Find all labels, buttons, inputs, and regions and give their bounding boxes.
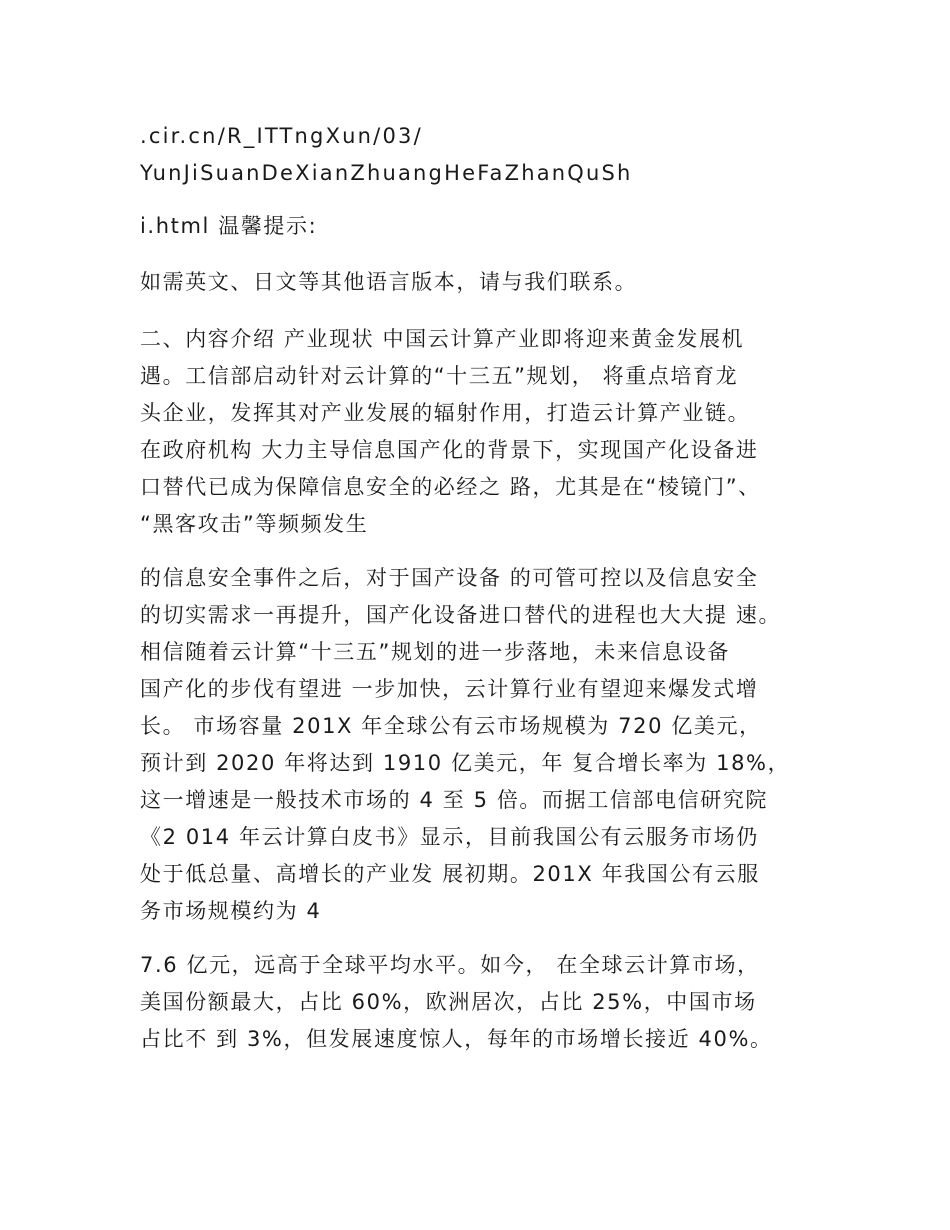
paragraph-line: 这一增速是一般技术市场的 4 至 5 倍。而据工信部电信研究院: [140, 788, 769, 812]
contact-line: [140, 264, 830, 301]
paragraph-line: 的信息安全事件之后，对于国产设备 的可管可控以及信息安全: [140, 566, 759, 590]
paragraph-line: 预计到 2020 年将达到 1910 亿美元，年 复合增长率为 18%，: [140, 751, 791, 775]
paragraph-1: [140, 321, 830, 543]
paragraph-3: [140, 947, 830, 1058]
paragraph-line: 二、内容介绍 产业现状 中国云计算产业即将迎来黄金发展机: [140, 327, 745, 351]
paragraph-2: [140, 560, 830, 930]
paragraph-line: 相信随着云计算“十三五”规划的进一步落地，未来信息设备: [140, 640, 730, 664]
paragraph-line: 在政府机构 大力主导信息国产化的背景下，实现国产化设备进: [140, 438, 759, 462]
paragraph-line: 遇。工信部启动针对云计算的“十三五”规划， 将重点培育龙: [140, 364, 739, 388]
paragraph-line: 《2 014 年云计算白皮书》显示，目前我国公有云服务市场仍: [140, 825, 759, 849]
paragraph-line: 7.6 亿元，远高于全球平均水平。如今， 在全球云计算市场，: [140, 953, 760, 977]
tip-text: i.html 温馨提示:: [140, 214, 318, 238]
paragraph-line: 处于低总量、高增长的产业发 展初期。201X 年我国公有云服: [140, 862, 760, 886]
source-url: [140, 118, 830, 192]
paragraph-line: “黑客攻击”等频频发生: [140, 512, 369, 536]
paragraph-line: 的切实需求一再提升，国产化设备进口替代的进程也大大提 速。: [140, 603, 782, 627]
contact-text: 如需英文、日文等其他语言版本，请与我们联系。: [140, 270, 638, 294]
tip-line: [140, 208, 830, 245]
paragraph-line: 国产化的步伐有望进 一步加快，云计算行业有望迎来爆发式增: [140, 677, 759, 701]
paragraph-line: 占比不 到 3%，但发展速度惊人，每年的市场增长接近 40%。: [140, 1027, 773, 1051]
url-line-1: .cir.cn/R_ITTngXun/03/: [140, 124, 423, 148]
paragraph-line: 口替代已成为保障信息安全的必经之 路，尤其是在“棱镜门”、: [140, 475, 761, 499]
paragraph-line: 长。 市场容量 201X 年全球公有云市场规模为 720 亿美元，: [140, 714, 762, 738]
paragraph-line: 头企业，发挥其对产业发展的辐射作用，打造云计算产业链。: [140, 401, 751, 425]
paragraph-line: 务市场规模约为 4: [140, 899, 322, 923]
url-line-2: YunJiSuanDeXianZhuangHeFaZhanQuSh: [140, 161, 633, 185]
paragraph-line: 美国份额最大，占比 60%，欧洲居次，占比 25%，中国市场: [140, 990, 757, 1014]
